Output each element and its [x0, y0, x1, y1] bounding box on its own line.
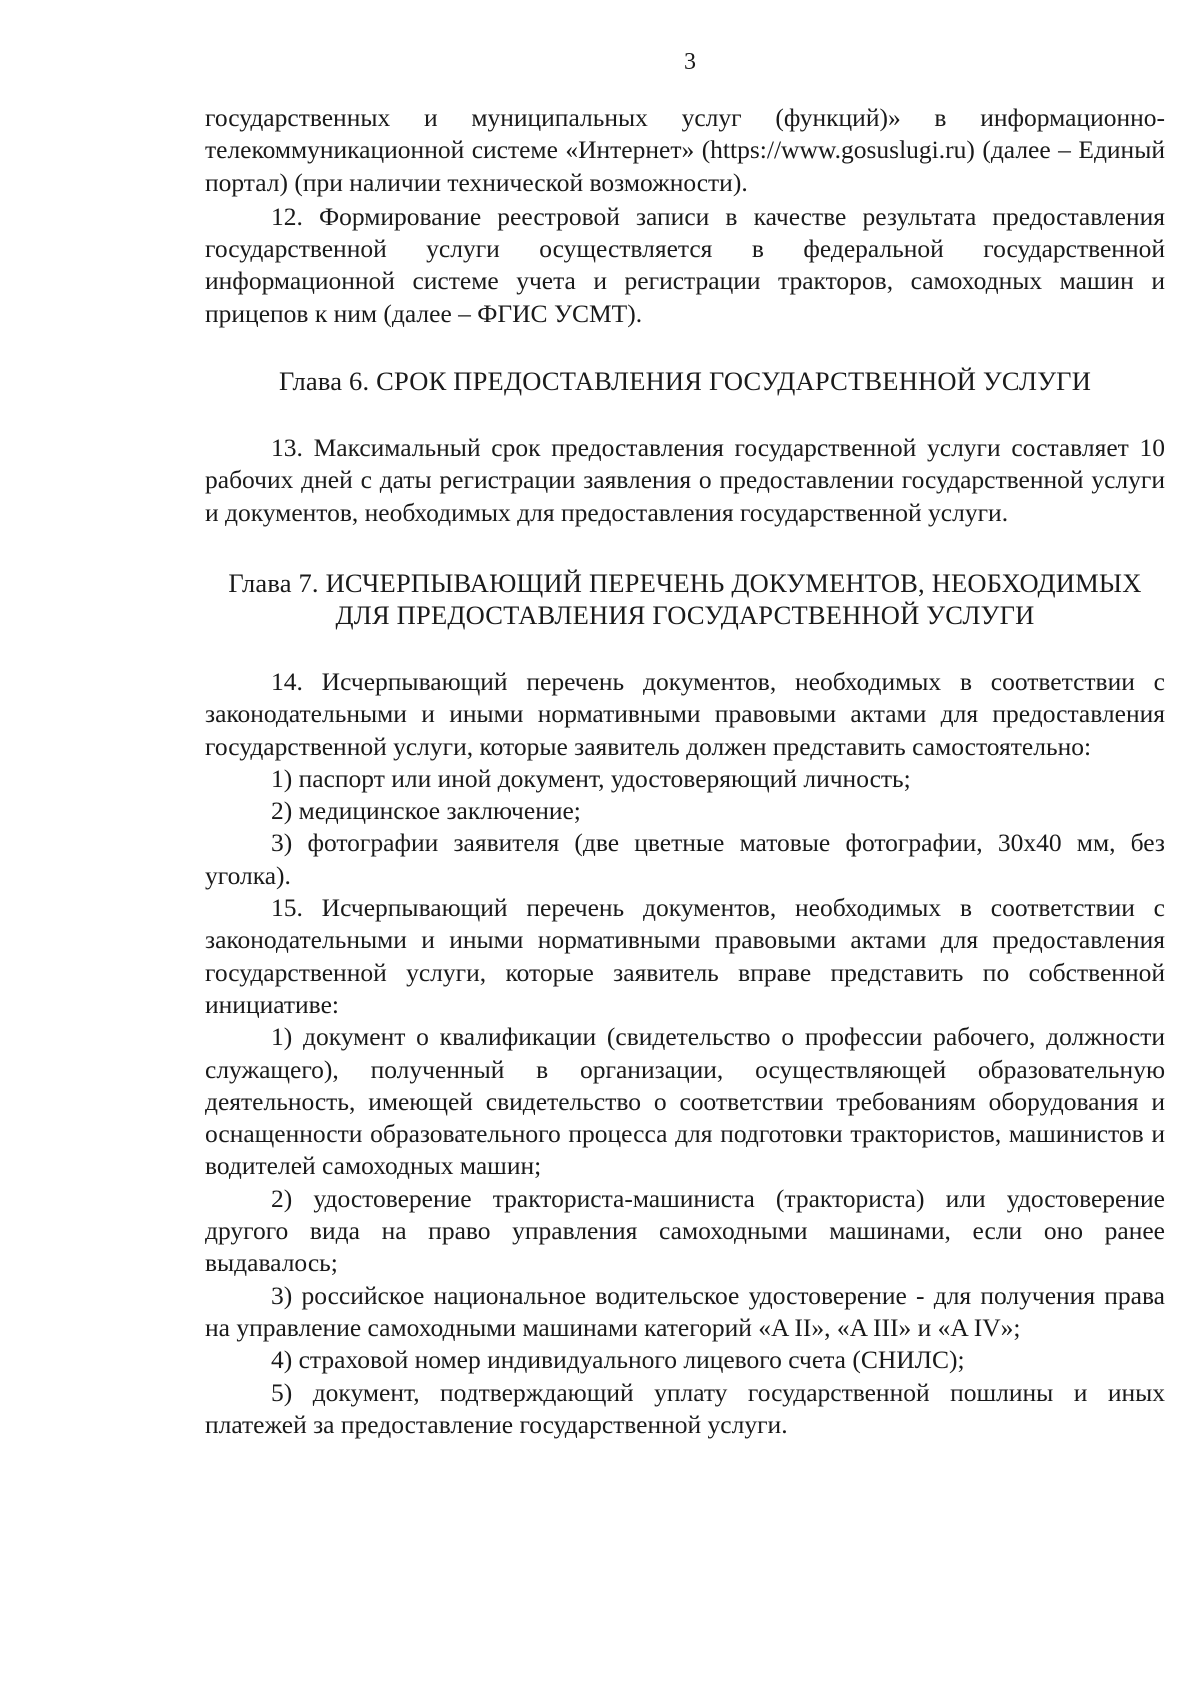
paragraph-15-item-4: 4) страховой номер индивидуального лицевого счета (СНИЛС);	[271, 1345, 965, 1375]
chapter-6-heading: Глава 6. СРОК ПРЕДОСТАВЛЕНИЯ ГОСУДАРСТВЕННОЙ УСЛУГИ	[278, 366, 1092, 397]
paragraph-14-item-1: 1) паспорт или иной документ, удостоверяющий личность;	[271, 763, 911, 793]
document-body	[205, 102, 1165, 1441]
paragraph-11-continuation: государственных и муниципальных услуг (функций)» в информационно-телекоммуникационной системе «Интернет» (https://www.gosuslugi.ru) (далее – Единый портал) (при наличии технической возможности).	[205, 103, 1165, 197]
paragraph-12: 12. Формирование реестровой записи в качестве результата предоставления государственной услуги осуществляется в федеральной государственной информационной системе учета и регистрации тракторов, самоходных машин и прицепов к ним (далее – ФГИС УСМТ).	[205, 201, 1165, 328]
paragraph-14-item-3: 3) фотографии заявителя (две цветные матовые фотографии, 30x40 мм, без уголка).	[205, 828, 1165, 890]
paragraph-15-item-2: 2) удостоверение тракториста-машиниста (тракториста) или удостоверение другого вида на право управления самоходными машинами, если оно ранее выдавалось;	[205, 1183, 1165, 1278]
paragraph-15-item-3: 3) российское национальное водительское удостоверение - для получения права на управление самоходными машинами категорий «A II», «A III» и «A IV»;	[205, 1280, 1165, 1342]
paragraph-13: 13. Максимальный срок предоставления государственной услуги составляет 10 рабочих дней с даты регистрации заявления о предоставлении государственной услуги и документов, необходимых для предоставления государственной услуги.	[205, 433, 1165, 527]
chapter-7-heading: Глава 7. ИСЧЕРПЫВАЮЩИЙ ПЕРЕЧЕНЬ ДОКУМЕНТОВ, НЕОБХОДИМЫХ ДЛЯ ПРЕДОСТАВЛЕНИЯ ГОСУДАРСТВЕННОЙ УСЛУГИ	[228, 567, 1142, 630]
paragraph-14: 14. Исчерпывающий перечень документов, необходимых в соответствии с законодательными и иными нормативными правовыми актами для предоставления государственной услуги, которые заявитель должен представить самостоятельно:	[205, 666, 1165, 761]
paragraph-15: 15. Исчерпывающий перечень документов, необходимых в соответствии с законодательными и иными нормативными правовыми актами для предоставления государственной услуги, которые заявитель вправе представить по собственной инициативе:	[205, 893, 1165, 1019]
paragraph-14-item-2: 2) медицинское заключение;	[271, 796, 581, 826]
paragraph-15-item-1: 1) документ о квалификации (свидетельство о профессии рабочего, должности служащего), полученный в организации, осуществляющей образовательную деятельность, имеющей свидетельство о соответствии требованиям оборудования и оснащенности образовательного процесса для подготовки трактористов, машинистов и водителей самоходных машин;	[205, 1022, 1165, 1181]
page-number: 3	[684, 49, 696, 75]
paragraph-15-item-5: 5) документ, подтверждающий уплату государственной пошлины и иных платежей за предоставление государственной услуги.	[205, 1377, 1165, 1439]
